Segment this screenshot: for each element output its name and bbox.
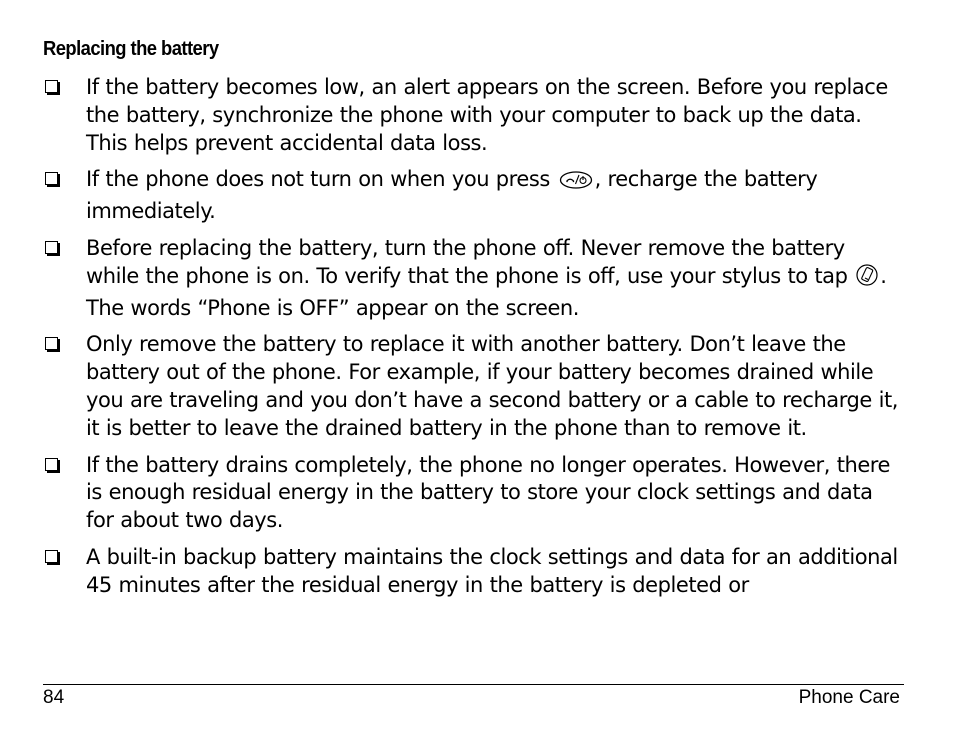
page-number: 84 xyxy=(43,687,65,708)
list-item xyxy=(43,544,903,600)
list-item-text: If the phone does not turn on when you press xyxy=(86,167,550,192)
list-item-text: Only remove the battery to replace it with another battery. Don’t leave the battery out of the phone. For example, if your battery becomes drained while you are traveling and you don’t have a second battery or a cable to recharge it, it is better to leave the drained battery in the phone than to remove it. xyxy=(86,332,899,440)
checkbox-bullet-icon xyxy=(45,241,58,254)
checkbox-bullet-icon xyxy=(45,80,58,93)
battery-tips-list xyxy=(43,74,903,609)
list-item-text: , recharge the battery immediately. xyxy=(86,167,818,224)
checkbox-bullet-icon xyxy=(45,550,58,563)
list-item-text: Before replacing the battery, turn the phone off. Never remove the battery while the phone is on. To verify that the phone is off, use your stylus to tap xyxy=(86,235,848,288)
checkbox-bullet-icon xyxy=(45,458,58,471)
list-item-text: If the battery drains completely, the phone no longer operates. However, there is enough residual energy in the battery to store your clock settings and data for about two days. xyxy=(86,452,891,533)
list-item xyxy=(43,166,903,226)
list-item xyxy=(43,74,903,157)
list-item xyxy=(43,452,903,535)
list-item-text: . The words “Phone is OFF” appear on the screen. xyxy=(86,263,887,320)
footer-divider xyxy=(43,684,904,685)
checkbox-bullet-icon xyxy=(45,172,58,185)
end-power-key-icon xyxy=(559,170,593,198)
checkbox-bullet-icon xyxy=(45,337,58,350)
list-item xyxy=(43,331,903,442)
phone-status-icon xyxy=(856,263,878,295)
section-heading: Replacing the battery xyxy=(43,38,219,60)
footer-section-title: Phone Care xyxy=(798,687,900,708)
list-item-text: A built-in backup battery maintains the clock settings and data for an additional 45 minutes after the residual energy in the battery is depleted or xyxy=(86,544,898,597)
list-item-text: If the battery becomes low, an alert appears on the screen. Before you replace the battery, synchronize the phone with your computer to back up the data. This helps prevent accidental data loss. xyxy=(86,75,888,155)
list-item xyxy=(43,235,903,322)
